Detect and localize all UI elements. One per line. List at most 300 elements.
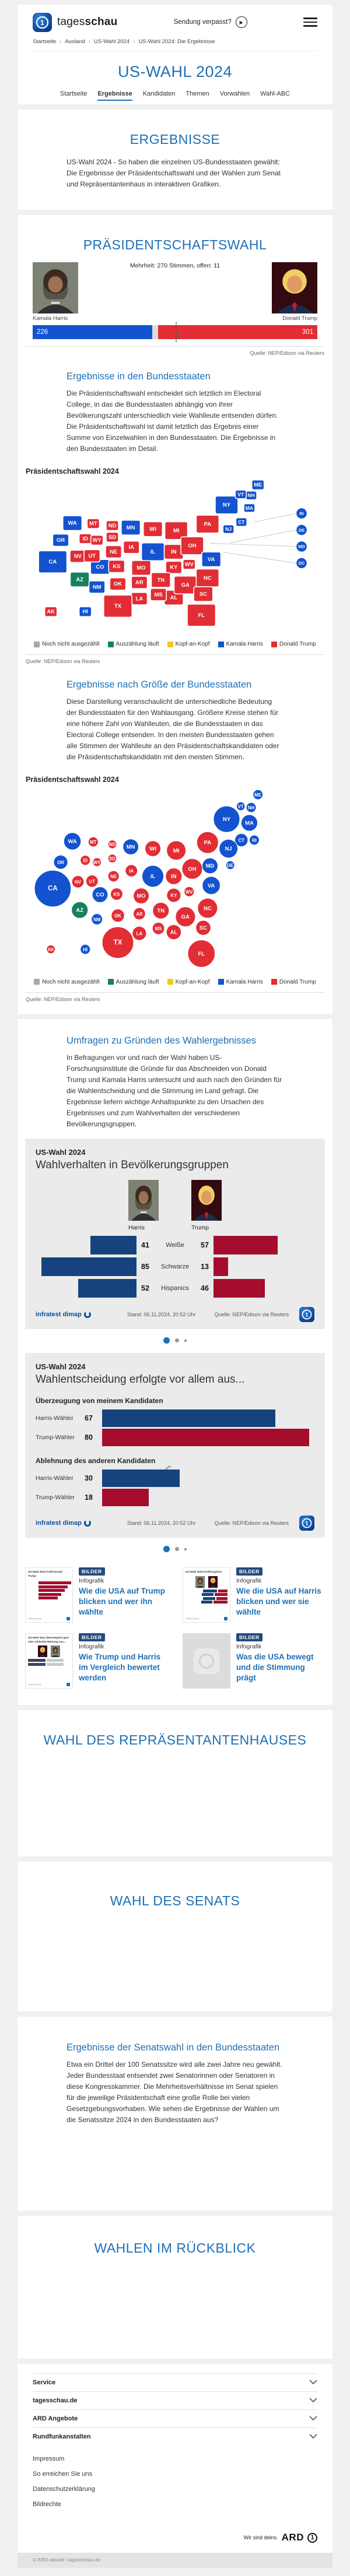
footer-link-bildrechte[interactable]: Bildrechte (33, 2501, 61, 2508)
ard-wordmark: ARD (281, 2532, 304, 2543)
dot[interactable] (184, 1340, 187, 1342)
breadcrumb-item[interactable]: US-Wahl 2024: Die Ergebnisse (138, 38, 215, 45)
svg-text:TX: TX (113, 939, 123, 946)
state-bubble-ME[interactable] (253, 790, 263, 799)
ard-tagline: Wir sind deins. (243, 2535, 278, 2541)
state-bubble-WI[interactable] (145, 841, 161, 857)
trump-label: Trump (191, 1224, 209, 1232)
infographic-kicker: US-Wahl 2024 (36, 1148, 86, 1157)
state-tile-OH[interactable] (181, 537, 204, 555)
legend-item: Donald Trump (271, 979, 316, 985)
state-tile-PA[interactable] (196, 515, 219, 533)
bubble-legend (33, 979, 317, 985)
demographics-row-Hispanics (36, 1279, 314, 1298)
svg-text:FL: FL (198, 950, 205, 957)
svg-text:KY: KY (170, 564, 178, 571)
svg-text:IL: IL (150, 548, 156, 555)
svg-text:NJ: NJ (225, 845, 232, 852)
svg-text:DC: DC (298, 560, 305, 566)
state-tile-KS[interactable] (108, 560, 124, 572)
state-bubble-NJ[interactable] (219, 839, 238, 858)
svg-text:AZ: AZ (76, 576, 84, 583)
candidate-harris (33, 262, 78, 322)
svg-text:ND: ND (108, 522, 117, 529)
president-card (18, 215, 332, 1014)
state-bubble-MN[interactable] (123, 839, 139, 855)
svg-text:NV: NV (75, 879, 82, 885)
size-heading: Ergebnisse nach Größe der Bundesstaaten (66, 679, 252, 690)
state-bubble-VA[interactable] (202, 876, 220, 894)
infographic-demographics (25, 1139, 325, 1329)
reasons-chart (36, 1397, 314, 1506)
state-bubble-RI[interactable] (249, 835, 259, 845)
state-tile-WV[interactable] (183, 559, 195, 569)
trump-value: 13 (201, 1263, 209, 1271)
chevron-down-icon (309, 2397, 317, 2404)
state-bubble-NH[interactable] (246, 802, 256, 812)
state-bubble-NM[interactable] (92, 914, 103, 925)
svg-text:MO: MO (136, 565, 146, 572)
bubble-kicker: Präsidentschaftswahl 2024 (26, 775, 119, 784)
svg-text:AZ: AZ (76, 907, 84, 914)
source-line: Quelle: NEP/Edison via Reuters (250, 350, 324, 356)
legend-item: Kopf-an-Kopf (167, 641, 210, 647)
state-bubble-TX[interactable] (102, 926, 134, 958)
map-legend (33, 641, 317, 647)
svg-text:KS: KS (113, 563, 121, 570)
svg-text:WI: WI (149, 845, 156, 852)
reason-row-trump (36, 1429, 314, 1446)
trump-bar (214, 1257, 314, 1276)
state-tile-OR[interactable] (52, 534, 68, 546)
state-callout-RI[interactable] (296, 508, 307, 519)
svg-text:WY: WY (93, 859, 101, 865)
state-tile-UT[interactable] (84, 549, 100, 562)
footer-accordion-service[interactable]: Service (33, 2373, 317, 2391)
svg-text:NC: NC (203, 575, 212, 582)
svg-text:SD: SD (108, 534, 117, 541)
footer-link-datenschutz[interactable]: Datenschutzerklärung (33, 2486, 96, 2493)
senate-heading: WAHL DES SENATS (110, 1893, 240, 1909)
infographic-reasons (25, 1353, 325, 1538)
state-tile-WI[interactable] (144, 521, 163, 536)
row-label: Trump-Wähler (36, 1494, 75, 1502)
trump-bar (214, 1236, 314, 1254)
state-bubble-FL[interactable] (188, 940, 215, 967)
breadcrumb-separator: › (60, 38, 62, 45)
legend-swatch (271, 642, 277, 647)
state-bubble-AL[interactable] (166, 925, 181, 940)
svg-text:AR: AR (135, 579, 144, 586)
breadcrumb-item[interactable]: Ausland (65, 38, 85, 45)
svg-text:NH: NH (247, 805, 255, 810)
states-map-svg[interactable] (26, 478, 324, 632)
state-bubble-ID[interactable] (80, 855, 90, 865)
state-tile-NH[interactable] (246, 491, 257, 499)
senate-content-placeholder (33, 1918, 317, 2000)
state-tile-IL[interactable] (142, 542, 164, 561)
legend-item: Noch nicht ausgezählt (34, 979, 99, 985)
svg-text:AL: AL (170, 594, 178, 601)
legend-swatch (218, 979, 224, 985)
state-bubble-WA[interactable] (64, 833, 81, 850)
svg-text:TN: TN (157, 907, 165, 914)
reason-row-harris (36, 1409, 314, 1427)
senate-states-text: Etwa ein Drittel der 100 Senatssitze wird alle zwei Jahre neu gewählt. Jeder Bundesstaat entsendet zwei Senatorinnen oder Senatoren in diese Kongresskammer. Die Mehrheitsverhältnisse im Senat spielen für die jeweilige Präsidentschaft eine große Rolle bei vielen Gesetzgebungsvorhaben. Wie sehen die Ergebnisse der Wahlen um die Senatssitze 2024 in den Bundesstaaten aus? (66, 2060, 282, 2124)
dot-active[interactable] (163, 1546, 170, 1552)
svg-text:CT: CT (238, 519, 245, 525)
svg-text:CT: CT (238, 837, 245, 843)
state-bubble-MT[interactable] (88, 837, 98, 847)
infographic-kicker: US-Wahl 2024 (36, 1362, 86, 1372)
retro-heading: WAHLEN IM RÜCKBLICK (94, 2240, 256, 2256)
row-value: 67 (85, 1414, 93, 1423)
footer-link-impressum[interactable]: Impressum (33, 2455, 65, 2463)
state-tile-NJ[interactable] (223, 524, 234, 533)
dot[interactable] (184, 1548, 187, 1550)
state-bubble-NY[interactable] (214, 806, 240, 832)
state-bubble-OH[interactable] (182, 858, 202, 879)
state-tile-NY[interactable] (215, 496, 238, 514)
state-bubble-WV[interactable] (184, 886, 194, 896)
svg-text:VT: VT (237, 491, 244, 498)
carousel-dots (33, 1546, 317, 1552)
state-tile-ND[interactable] (106, 520, 118, 530)
majority-marker (176, 322, 177, 342)
state-bubble-PA[interactable] (197, 831, 218, 853)
category-label: Schwarze (160, 1263, 190, 1271)
footer-link-kontakt[interactable]: So erreichen Sie uns (33, 2471, 93, 2478)
bubble-map[interactable] (26, 786, 324, 973)
source-label: Quelle: NEP/Edison via Reuters (214, 1520, 289, 1527)
svg-text:MT: MT (90, 839, 97, 845)
trump-value: 46 (201, 1284, 209, 1293)
state-tile-SC[interactable] (194, 586, 213, 601)
svg-text:1: 1 (305, 1312, 309, 1318)
state-tile-MA[interactable] (244, 503, 255, 512)
harris-value: 52 (141, 1284, 149, 1293)
mini-ard-icon (224, 1617, 228, 1620)
dot-active[interactable] (163, 1337, 170, 1344)
state-bubble-WY[interactable] (93, 858, 102, 866)
globe-placeholder-icon (194, 1648, 219, 1674)
stand-timestamp: Stand: 06.11.2024, 20:52 Uhr (127, 1520, 196, 1527)
svg-text:MS: MS (155, 926, 162, 932)
legend-swatch (108, 979, 114, 985)
harris-value: 41 (141, 1241, 149, 1250)
legend-item: Donald Trump (271, 641, 316, 647)
dot[interactable] (175, 1338, 179, 1342)
state-bubble-UT[interactable] (86, 875, 98, 887)
infographic-title: Wahlverhalten in Bevölkerungsgruppen (36, 1159, 229, 1172)
state-bubble-OK[interactable] (111, 909, 125, 922)
svg-text:MA: MA (245, 820, 254, 827)
svg-text:GA: GA (181, 914, 190, 921)
teaser-mood[interactable] (183, 1633, 325, 1689)
breadcrumb-item[interactable]: Startseite (33, 38, 57, 45)
state-bubble-IL[interactable] (142, 865, 163, 887)
ard-logo-button[interactable] (299, 1307, 314, 1322)
senate-states-placeholder (33, 2129, 317, 2199)
polls-heading: Umfragen zu Gründen des Wahlergebnisses (66, 1035, 256, 1046)
size-text: Diese Darstellung veranschaulicht die unterschiedliche Bedeutung der Bundesstaaten für den Wahlausgang. Größere Kreise stehen für eine höhere Zahl von Wahlleuten, die die Bundesstaaten in das Electoral College entsenden. In den meisten Bundesstaaten gehen alle Stimmen der Wahlleute an den Präsidentschaftskandidaten oder die Präsidentschaftskandidatin mit den meisten Stimmen. (66, 697, 279, 761)
row-label: Harris-Wähler (36, 1415, 74, 1422)
harris-photo (33, 262, 78, 313)
state-callout-MD[interactable] (296, 541, 307, 552)
teaser-title[interactable]: Was die USA bewegt und die Stimmung prägt (236, 1652, 314, 1682)
legend-item: Auszählung läuft (108, 641, 159, 647)
polls-card (18, 1019, 332, 1705)
brand-wordmark[interactable]: tagesschau (57, 16, 118, 28)
svg-text:AL: AL (170, 929, 178, 936)
svg-text:VA: VA (207, 556, 215, 563)
state-bubble-MA[interactable] (241, 815, 257, 831)
state-tile-CA[interactable] (38, 551, 66, 573)
senate-card (18, 1862, 332, 2011)
svg-text:FL: FL (198, 612, 205, 619)
state-tile-MO[interactable] (132, 561, 151, 575)
state-tile-CT[interactable] (236, 517, 247, 526)
play-icon[interactable]: ▶ (236, 16, 247, 28)
state-tile-KY[interactable] (166, 561, 181, 573)
state-tile-MS[interactable] (150, 588, 166, 600)
electoral-bar (33, 325, 317, 339)
top-bar (33, 10, 317, 34)
svg-text:OK: OK (114, 913, 121, 919)
teaser-harris-profile[interactable] (183, 1567, 325, 1623)
state-bubble-IN[interactable] (166, 868, 182, 884)
teaser-thumbnail: US-Wahl 2024 Profilvergleich infratest dimap (183, 1567, 230, 1623)
svg-text:SC: SC (199, 925, 208, 932)
footer (18, 2364, 332, 2553)
state-tile-TX[interactable] (104, 595, 132, 617)
president-heading: PRÄSIDENTSCHAFTSWAHL (83, 237, 267, 252)
infographic-title: Wahlentscheidung erfolgte vor allem aus... (36, 1373, 245, 1386)
state-bubble-NC[interactable] (198, 898, 218, 918)
footer-accordion-tagesschau[interactable]: tagesschau.de (33, 2391, 317, 2409)
teaser-kicker: Infografik (79, 1643, 104, 1651)
svg-text:MT: MT (89, 520, 97, 527)
state-tile-FL[interactable] (187, 604, 215, 626)
group-label: Überzeugung von meinem Kandidaten (36, 1397, 163, 1405)
teaser-title[interactable]: Wie die USA auf Harris blicken und wer sie wählte (236, 1587, 321, 1616)
state-bubble-MO[interactable] (134, 888, 149, 904)
state-bubble-CO[interactable] (92, 887, 108, 903)
svg-text:DE: DE (298, 527, 305, 533)
svg-text:ID: ID (82, 535, 88, 542)
trump-bar (214, 1279, 314, 1298)
polls-text: In Befragungen vor und nach der Wahl haben US-Forschungsinstitute die Gründe für das Abschneiden von Donald Trump und Kamala Harris untersucht und auch nach den Gründen für die Wahlentscheidung und die Stimmung im Land gefragt. Die Ergebnisse liefern wichtige Anhaltspunkte zu den Ursachen des Ergebnisses und zum Wahlverhalten der verschiedenen Bevölkerungsgruppen. (66, 1053, 282, 1128)
breadcrumb-item[interactable]: US-Wahl 2024 (93, 38, 130, 45)
svg-text:NY: NY (222, 502, 231, 509)
svg-text:OR: OR (57, 859, 64, 865)
tab-themen[interactable]: Themen (186, 90, 209, 97)
state-tile-AR[interactable] (131, 576, 147, 589)
state-tile-TN[interactable] (151, 572, 170, 587)
state-tile-IA[interactable] (124, 541, 139, 553)
state-bubble-SC[interactable] (196, 920, 211, 935)
tab-wahl-abc[interactable]: Wahl-ABC (260, 90, 290, 97)
svg-text:UT: UT (89, 879, 96, 884)
state-tile-HI[interactable] (79, 607, 92, 616)
state-tile-WA[interactable] (63, 516, 82, 530)
bubble-map-svg[interactable] (26, 786, 324, 970)
state-tile-ME[interactable] (252, 480, 264, 489)
svg-text:NM: NM (93, 917, 101, 922)
teaser-trump-profile[interactable] (25, 1567, 167, 1623)
carousel-dots (33, 1337, 317, 1344)
svg-text:SD: SD (109, 856, 116, 862)
legend-item: Kamala Harris (218, 979, 263, 985)
infratest-arc-icon (84, 1311, 91, 1318)
svg-text:AK: AK (47, 947, 54, 953)
teaser-thumbnail-placeholder (183, 1633, 230, 1689)
svg-text:KY: KY (170, 893, 177, 898)
state-tile-NC[interactable] (196, 569, 219, 587)
state-bubble-ND[interactable] (108, 840, 117, 848)
ard-logo-button[interactable] (299, 1516, 314, 1531)
legend-swatch (108, 642, 114, 647)
infratest-dimap-logo: infratest dimap (36, 1311, 91, 1318)
state-tile-ID[interactable] (79, 534, 92, 544)
states-map[interactable] (26, 478, 324, 635)
trump-value: 57 (201, 1241, 209, 1250)
state-callout-DE[interactable] (296, 524, 307, 535)
svg-text:PA: PA (204, 520, 212, 527)
svg-text:ME: ME (254, 792, 262, 798)
state-bubble-AZ[interactable] (72, 901, 88, 918)
row-label: Trump-Wähler (36, 1434, 75, 1442)
svg-text:VT: VT (237, 804, 244, 809)
state-bubble-SD[interactable] (108, 854, 117, 863)
footer-accordion-ard[interactable]: ARD Angebote (33, 2409, 317, 2427)
state-bubble-CA[interactable] (34, 870, 71, 907)
state-bubble-NE[interactable] (108, 871, 119, 882)
legend-swatch (218, 642, 224, 647)
state-bubble-IA[interactable] (125, 865, 138, 877)
harris-bar (36, 1236, 136, 1254)
ard-brand-line (33, 2512, 317, 2553)
svg-text:CA: CA (47, 884, 58, 892)
teaser-title[interactable]: Wie die USA auf Trump blicken und wer ihn wählte (79, 1587, 165, 1616)
stand-timestamp: Stand: 06.11.2024, 20:52 Uhr (127, 1312, 196, 1318)
state-bubble-LA[interactable] (132, 926, 146, 940)
state-bubble-HI[interactable] (80, 944, 90, 954)
svg-text:WV: WV (184, 561, 194, 568)
state-bubble-KY[interactable] (167, 888, 181, 902)
dot[interactable] (175, 1547, 179, 1551)
state-tile-AK[interactable] (45, 607, 57, 616)
svg-text:1: 1 (305, 1520, 309, 1527)
page-title: US-WAHL 2024 (117, 63, 233, 80)
teaser-comparison[interactable] (25, 1633, 167, 1689)
legend-item: Noch nicht ausgezählt (34, 641, 99, 647)
state-bubble-AR[interactable] (133, 907, 145, 919)
state-callout-DC[interactable] (296, 558, 307, 569)
state-bubble-KS[interactable] (110, 888, 123, 900)
legend-swatch (167, 642, 173, 647)
tab-startseite[interactable]: Startseite (60, 90, 88, 97)
state-bubble-DE[interactable] (226, 861, 235, 869)
state-tile-OK[interactable] (110, 577, 125, 590)
state-tile-WY[interactable] (91, 535, 103, 545)
trump-name: Donald Trump (282, 315, 317, 322)
state-tile-MN[interactable] (121, 520, 141, 534)
svg-text:IA: IA (129, 868, 134, 874)
state-tile-NM[interactable] (89, 580, 105, 593)
svg-text:PA: PA (204, 839, 212, 846)
state-bubble-MD[interactable] (202, 858, 218, 873)
svg-text:WI: WI (149, 526, 156, 533)
majority-note: Mehrheit: 270 Stimmen, offen: 11 (130, 262, 220, 269)
open-bar-segment (152, 325, 158, 339)
hamburger-menu-icon[interactable] (303, 17, 317, 27)
svg-text:DE: DE (227, 862, 234, 868)
states-heading: Ergebnisse in den Bundesstaaten (66, 371, 211, 382)
tab-kandidaten[interactable]: Kandidaten (142, 90, 176, 97)
state-bubble-VT[interactable] (236, 802, 245, 810)
state-tile-AZ[interactable] (70, 572, 89, 586)
state-tile-VT[interactable] (235, 490, 246, 499)
tab-vorwahlen[interactable]: Vorwahlen (219, 90, 250, 97)
state-bubble-MI[interactable] (167, 841, 186, 860)
teaser-title[interactable]: Wie Trump und Harris im Vergleich bewertet werden (79, 1652, 161, 1682)
retro-content-placeholder (33, 2265, 317, 2347)
infratest-dimap-logo: infratest dimap (36, 1520, 91, 1527)
tagesschau-logo-icon[interactable] (33, 13, 52, 32)
state-tile-NE[interactable] (106, 545, 121, 558)
svg-text:GA: GA (181, 582, 190, 589)
retro-card (18, 2216, 332, 2359)
legend-item: Kamala Harris (218, 641, 263, 647)
svg-text:CO: CO (96, 891, 104, 898)
svg-text:AR: AR (136, 911, 143, 917)
state-tile-VA[interactable] (202, 552, 221, 566)
teaser-kicker: Infografik (236, 1577, 262, 1585)
state-bubble-MS[interactable] (152, 922, 164, 935)
state-tile-SD[interactable] (106, 532, 118, 542)
svg-text:NH: NH (247, 492, 255, 498)
state-bubble-AK[interactable] (47, 945, 55, 954)
map-kicker: Präsidentschaftswahl 2024 (26, 467, 119, 475)
trump-bar-segment: 301 (158, 325, 317, 339)
category-label: Weiße (166, 1242, 184, 1249)
house-content-placeholder (33, 1757, 317, 1845)
svg-text:MO: MO (136, 893, 146, 900)
sendung-verpasst-link[interactable]: Sendung verpasst? ▶ (174, 16, 247, 28)
intro-card (18, 110, 332, 210)
state-bubble-TN[interactable] (153, 902, 169, 918)
state-tile-NV[interactable] (70, 550, 86, 562)
svg-text:UT: UT (88, 552, 96, 559)
tab-ergebnisse[interactable]: Ergebnisse (97, 90, 132, 101)
ard-one-icon: 1 (307, 2533, 317, 2543)
house-heading: WAHL DES REPRÄSENTANTENHAUSES (43, 1732, 307, 1748)
state-tile-MT[interactable] (87, 519, 99, 528)
svg-text:MN: MN (126, 844, 135, 851)
state-bubble-OR[interactable] (54, 855, 68, 869)
footer-accordion-rundfunk[interactable]: Rundfunkanstalten (33, 2427, 317, 2445)
state-bubble-NV[interactable] (72, 876, 84, 888)
svg-text:WV: WV (185, 889, 193, 895)
svg-text:NE: NE (110, 548, 118, 555)
state-bubble-GA[interactable] (176, 907, 195, 926)
svg-text:IL: IL (150, 873, 156, 880)
infographic-footer (36, 1516, 314, 1531)
state-tile-LA[interactable] (131, 592, 147, 604)
infratest-arc-icon (84, 1520, 91, 1527)
row-bar (102, 1470, 314, 1487)
